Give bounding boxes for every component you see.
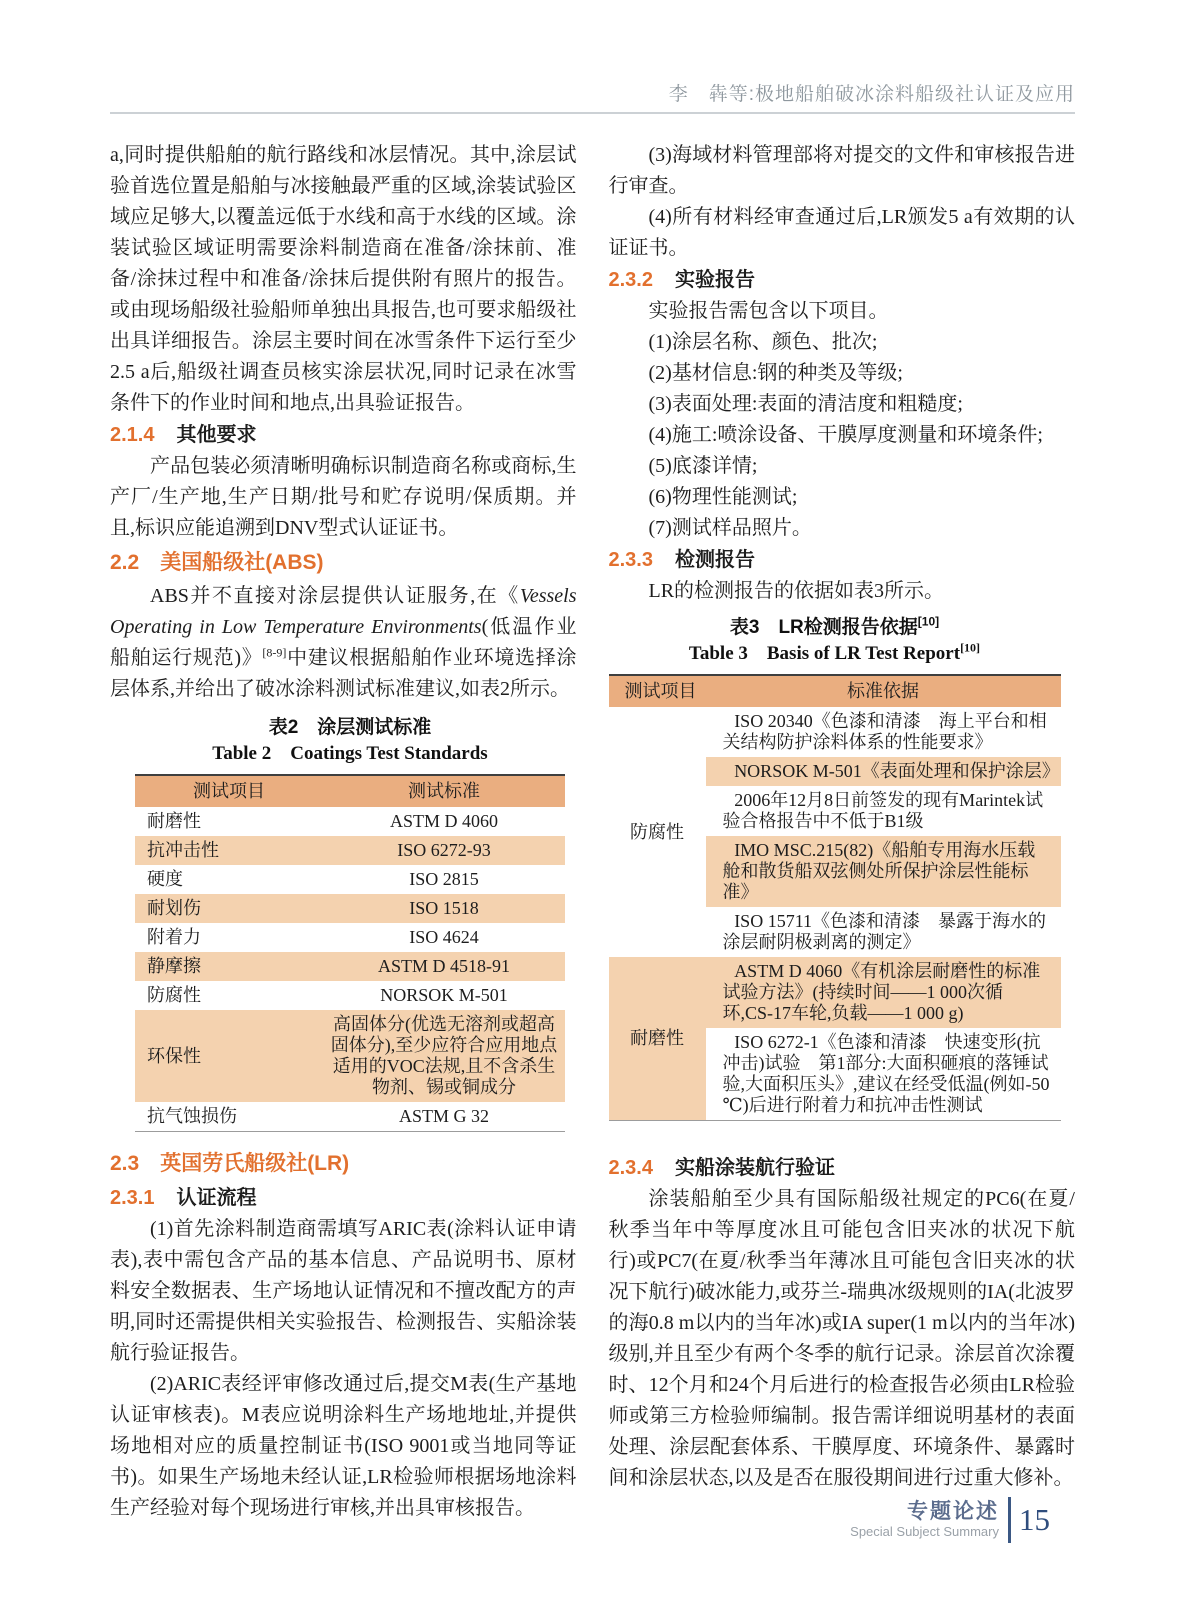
table-row: 防腐性 NORSOK M-501 [135, 981, 565, 1010]
table2-coatings-test-standards [135, 774, 565, 1132]
running-head: 李 犇等:极地船舶破冰涂料船级社认证及应用 [668, 84, 1075, 105]
abs-italic-title: Vessels Operating in Low Temperature Environments [110, 585, 577, 638]
paragraph-sea-trial-verification: 涂装船舶至少具有国际船级社规定的PC6(在夏/秋季当年中等厚度冰且可能包含旧夹冰的状况下航行)或PC7(在夏/秋季当年薄冰且可能包含旧夹冰的状况下航行)破冰能力,或芬兰-瑞典冰级规则的IA(北波罗的海0.8 m以内的当年冰)或IA super(1 m以内的当年冰)级别,并且至少有两个冬季的航行记录。涂层首次涂覆时、12个月和24个月后进行的检查报告必须由LR检验师或第三方检验师编制。报告需详细说明基材的表面处理、涂层配套体系、干膜厚度、环境条件、暴露时间和涂层状态,以及是否在服役期间进行过重大修补。 [608, 1188, 1075, 1489]
citation-8-9: [8-9] [262, 645, 287, 660]
table3-basis-of-lr-test-report [609, 674, 1061, 1121]
list-item: (3)表面处理:表面的清洁度和粗糙度; [648, 393, 963, 415]
heading-title: 认证流程 [176, 1187, 257, 1209]
table2-col1-header: 测试项目 [135, 775, 323, 807]
list-item: (4)施工:喷涂设备、干膜厚度测量和环境条件; [648, 424, 1043, 446]
group-label-anticorrosion: 防腐性 [609, 707, 706, 957]
page-footer [850, 1497, 1050, 1543]
table3-block [609, 614, 1061, 1121]
paragraph-abs [110, 581, 577, 705]
heading-number: 2.1.4 [110, 424, 155, 446]
heading-2-1-4 [110, 419, 577, 451]
paragraph-lr-step1: (1)首先涂料制造商需填写ARIC表(涂料认证申请表),表中需包含产品的基本信息、产品说明书、原材料安全数据表、生产场地认证情况和不擅改配方的声明,同时还需提供相关实验报告、检测报告、实船涂装航行验证报告。 [110, 1218, 577, 1364]
heading-number: 2.3.2 [608, 269, 653, 291]
footer-section-label [850, 1500, 999, 1540]
list-item: (7)测试样品照片。 [648, 517, 812, 539]
table2-header-row [135, 775, 565, 807]
list-item: (5)底漆详情; [648, 455, 758, 477]
paragraph-test-report: LR的检测报告的依据如表3所示。 [648, 580, 945, 602]
list-item: (1)涂层名称、颜色、批次; [648, 331, 878, 353]
table-row: 2006年12月8日前签发的现有Marintek试验合格报告中不低于B1级 [609, 786, 1061, 836]
abs-text-3: 中建议根据船舶作业环境选择涂层体系,并给出了破冰涂料测试标准建议,如表2所示。 [110, 647, 577, 700]
paragraph-report-intro: 实验报告需包含以下项目。 [648, 300, 889, 322]
table-row: 静摩擦 ASTM D 4518-91 [135, 952, 565, 981]
table3-header-row [609, 675, 1061, 707]
header-rule [110, 112, 1075, 114]
table-row: 抗气蚀损伤 ASTM G 32 [135, 1102, 565, 1132]
heading-2-3-lr: 2.3 英国劳氏船级社(LR) [110, 1152, 350, 1175]
table-row: 耐磨性 ASTM D 4060 [135, 807, 565, 836]
heading-2-3-3 [609, 544, 1076, 576]
table-row: 耐划伤 ISO 1518 [135, 894, 565, 923]
two-column-body [110, 140, 1075, 1524]
heading-2-2-abs: 2.2 美国船级社(ABS) [110, 551, 324, 574]
heading-title: 实验报告 [674, 269, 755, 291]
table-row: 耐磨性 ASTM D 4060《有机涂层耐磨性的标准试验方法》(持续时间——1 000次循环,CS-17车轮,负载——1 000 g) [609, 957, 1061, 1028]
table3-col1-header: 测试项目 [609, 675, 706, 707]
heading-title: 其他要求 [176, 424, 257, 446]
table-row: ISO 6272-1《色漆和清漆 快速变形(抗冲击)试验 第1部分:大面积砸痕的落锤试验,大面积压头》,建议在经受低温(例如-50 ℃)后进行附着力和抗冲击性测试 [609, 1028, 1061, 1121]
abs-text-1: ABS并不直接对涂层提供认证服务,在《 [150, 585, 520, 607]
table-row: ISO 15711《色漆和清漆 暴露于海水的涂层耐阴极剥离的测定》 [609, 907, 1061, 957]
table-row: NORSOK M-501《表面处理和保护涂层》 [609, 757, 1061, 786]
footer-divider-bar [1008, 1497, 1011, 1543]
heading-number: 2.3.4 [608, 1157, 653, 1179]
table3-title-cn: 表3 LR检测报告依据[10] [729, 614, 940, 638]
page-number: 15 [1019, 1502, 1050, 1537]
table-row: 防腐性 ISO 20340《色漆和清漆 海上平台和相关结构防护涂料体系的性能要求》 [609, 707, 1061, 757]
paragraph-continuation: a,同时提供船舶的航行路线和冰层情况。其中,涂层试验首选位置是船舶与冰接触最严重的区域,涂装试验区域应足够大,以覆盖远低于水线和高于水线的区域。涂装试验区域证明需要涂料制造商在准备/涂抹前、准备/涂抹过程中和准备/涂抹后提供附有照片的报告。或由现场船级社验船师单独出具报告,也可要求船级社出具详细报告。涂层主要时间在冰雪条件下运行至少2.5 a后,船级社调查员核实涂层状况,同时记录在冰雪条件下的作业时间和地点,出具验证报告。 [110, 144, 577, 414]
abs-text-2: (低温作业船舶运行规范)》 [110, 616, 577, 669]
group-label-abrasion: 耐磨性 [609, 957, 706, 1121]
heading-title: 实船涂装航行验证 [674, 1157, 835, 1179]
heading-2-3-1 [110, 1182, 577, 1214]
footer-label-cn: 专题论述 [907, 1500, 999, 1523]
table-row: 硬度 ISO 2815 [135, 865, 565, 894]
table-row: 抗冲击性 ISO 6272-93 [135, 836, 565, 865]
table2-block [135, 714, 565, 1132]
right-column [609, 140, 1076, 1524]
heading-title: 检测报告 [674, 549, 755, 571]
table2-col2-header: 测试标准 [323, 775, 565, 807]
table3-col2-header: 标准依据 [706, 675, 1061, 707]
left-column [110, 140, 577, 1524]
citation-10: [10] [960, 640, 981, 655]
heading-number: 2.3.3 [608, 549, 653, 571]
table-row: 附着力 ISO 4624 [135, 923, 565, 952]
table3-title-en: Table 3 Basis of LR Test Report[10] [688, 640, 981, 664]
list-item: (6)物理性能测试; [648, 486, 798, 508]
paragraph-lr-step3: (3)海域材料管理部将对提交的文件和审核报告进行审查。 [608, 144, 1075, 197]
table-row: 环保性 高固体分(优选无溶剂或超高固体分),至少应符合应用地点适用的VOC法规,且不含杀生物剂、锡或铜成分 [135, 1010, 565, 1102]
page-header [110, 84, 1075, 114]
table2-title-cn: 表2 涂层测试标准 [268, 717, 432, 738]
table2-title-en: Table 2 Coatings Test Standards [212, 743, 488, 764]
footer-label-en: Special Subject Summary [850, 1524, 999, 1539]
heading-number: 2.3.1 [110, 1187, 155, 1209]
paragraph-lr-step4: (4)所有材料经审查通过后,LR颁发5 a有效期的认证证书。 [608, 206, 1075, 259]
list-item: (2)基材信息:钢的种类及等级; [648, 362, 903, 384]
paragraph-packaging: 产品包装必须清晰明确标识制造商名称或商标,生产厂/生产地,生产日期/批号和贮存说明/保质期。并且,标识应能追溯到DNV型式认证证书。 [110, 455, 577, 539]
heading-2-3-2 [609, 264, 1076, 296]
citation-10: [10] [917, 614, 940, 629]
heading-2-3-4 [609, 1152, 1076, 1184]
paragraph-lr-step2: (2)ARIC表经评审修改通过后,提交M表(生产基地认证审核表)。M表应说明涂料生产场地地址,并提供场地相对应的质量控制证书(ISO 9001或当地同等证书)。如果生产场地未经认证,LR检验师根据场地涂料生产经验对每个现场进行审核,并出具审核报告。 [110, 1373, 577, 1519]
table-row: IMO MSC.215(82)《船舶专用海水压载舱和散货船双弦侧处所保护涂层性能标准》 [609, 836, 1061, 907]
